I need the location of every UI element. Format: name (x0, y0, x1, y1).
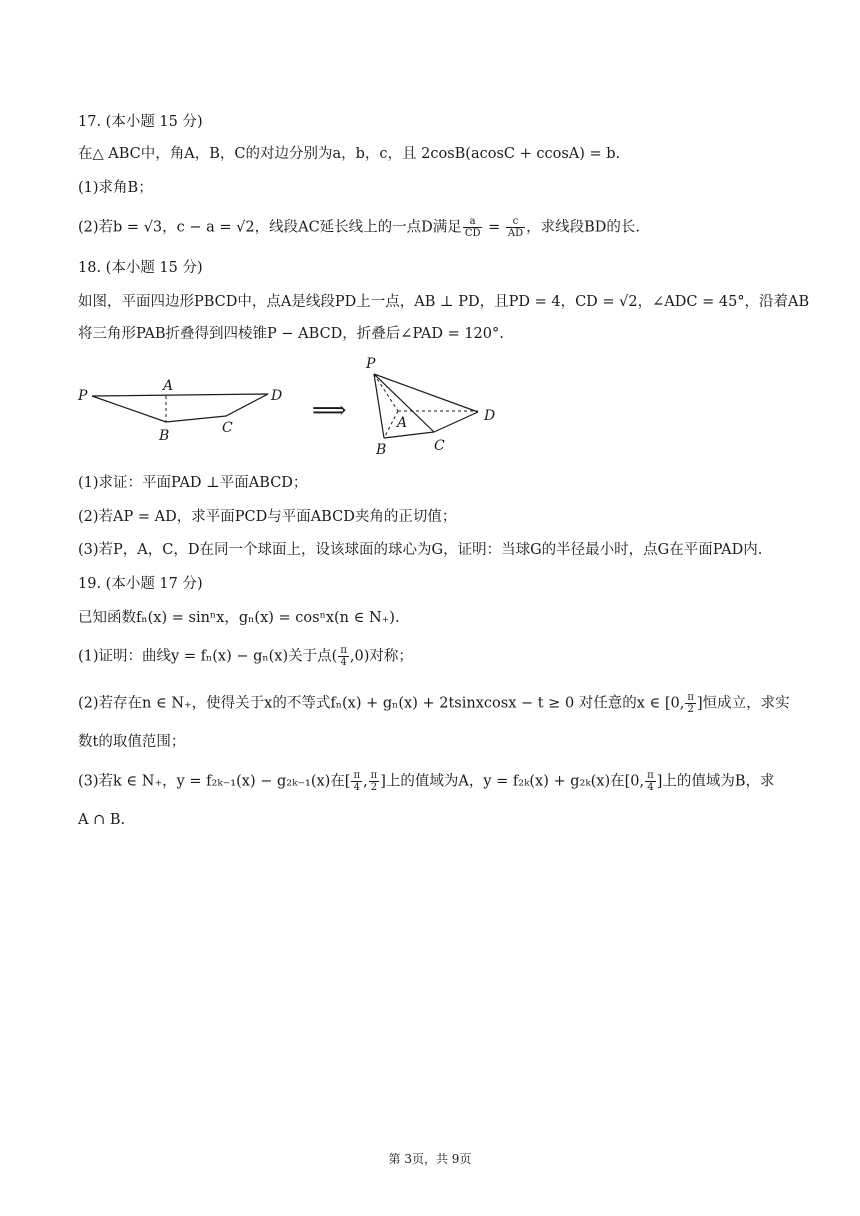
q17-header: 17. (本小题 15 分) (78, 114, 203, 130)
q18-figure (0, 350, 860, 460)
label-A: A (163, 378, 174, 394)
label-C: C (434, 438, 445, 454)
q18-part1: (1)求证：平面PAD ⊥平面ABCD； (78, 475, 308, 491)
arrow-icon: ⟹ (312, 396, 347, 424)
pyramid-figure (365, 356, 495, 458)
q18-header: 18. (本小题 15 分) (78, 260, 203, 276)
fraction: $\frac{a}{CD}$ (464, 216, 481, 239)
q18-stem-line1: 如图，平面四边形PBCD中，点A是线段PD上一点，AB ⊥ PD，且PD = 4，CD = √2，∠ADC = 45°，沿着AB (78, 294, 810, 310)
fraction: $\frac{\pi}{4}$ (647, 770, 654, 793)
q19-part1: (1)证明：曲线y = fₙ(x) − gₙ(x)关于点( $\frac{\pi}{4}$ ,0)对称； (78, 645, 413, 668)
fraction: $\frac{\pi}{4}$ (340, 645, 347, 668)
label-P: P (366, 356, 376, 372)
q19-part3-line2: A ∩ B. (78, 812, 126, 828)
q18-part2: (2)若AP = AD，求平面PCD与平面ABCD夹角的正切值； (78, 509, 457, 525)
q18-part3: (3)若P，A，C，D在同一个球面上，设该球面的球心为G，证明：当球G的半径最小时，点G在平面PAD内. (78, 542, 763, 558)
label-D: D (484, 408, 496, 424)
label-C: C (222, 420, 233, 436)
q19-part2-line2: 数t的取值范围； (78, 734, 186, 750)
q19-header: 19. (本小题 17 分) (78, 576, 203, 592)
page-footer: 第 3页，共 9页 (388, 1152, 472, 1166)
q17-stem: 在△ ABC中，角A，B，C的对边分别为a，b，c，且 2cosB(acosC + ccosA) = b. (78, 146, 621, 162)
q19-stem: 已知函数fₙ(x) = sinⁿx，gₙ(x) = cosⁿx(n ∈ N₊). (78, 610, 400, 626)
q17-part2: (2)若b = √3，c − a = √2，线段AC延长线上的一点D满足 $\frac{a}{CD}$ = $\frac{c}{AD}$ ，求线段BD的长. (78, 216, 640, 239)
q18-stem-line2: 将三角形PAB折叠得到四棱锥P − ABCD，折叠后∠PAD = 120°. (78, 326, 504, 342)
fraction: $\frac{\pi}{2}$ (370, 770, 378, 793)
q17-part1: (1)求角B； (78, 180, 153, 196)
label-D: D (271, 388, 283, 404)
fraction: $\frac{c}{AD}$ (507, 216, 524, 239)
fraction: $\frac{\pi}{4}$ (353, 770, 361, 793)
fraction: $\frac{\pi}{2}$ (687, 692, 694, 715)
label-A: A (397, 415, 408, 431)
label-B: B (376, 442, 387, 458)
label-P: P (78, 388, 88, 404)
label-B: B (159, 428, 170, 444)
planar-quadrilateral-figure (77, 378, 282, 444)
q19-part3-line1: (3)若k ∈ N₊，y = f₂ₖ₋₁(x) − g₂ₖ₋₁(x)在[ $\frac{\pi}{4}$ , $\frac{\pi}{2}$ ]上的值域为A，y = f₂ₖ(x) + g₂ₖ(x)在[0, $\frac{\pi}{4}$ ]上的值域为B，求 (78, 770, 775, 793)
q19-part2-line1: (2)若存在n ∈ N₊，使得关于x的不等式fₙ(x) + gₙ(x) + 2tsinxcosx − t ≥ 0 对任意的x ∈ [0, $\frac{\pi}{2}$ ]恒成立，求实 (78, 692, 790, 715)
